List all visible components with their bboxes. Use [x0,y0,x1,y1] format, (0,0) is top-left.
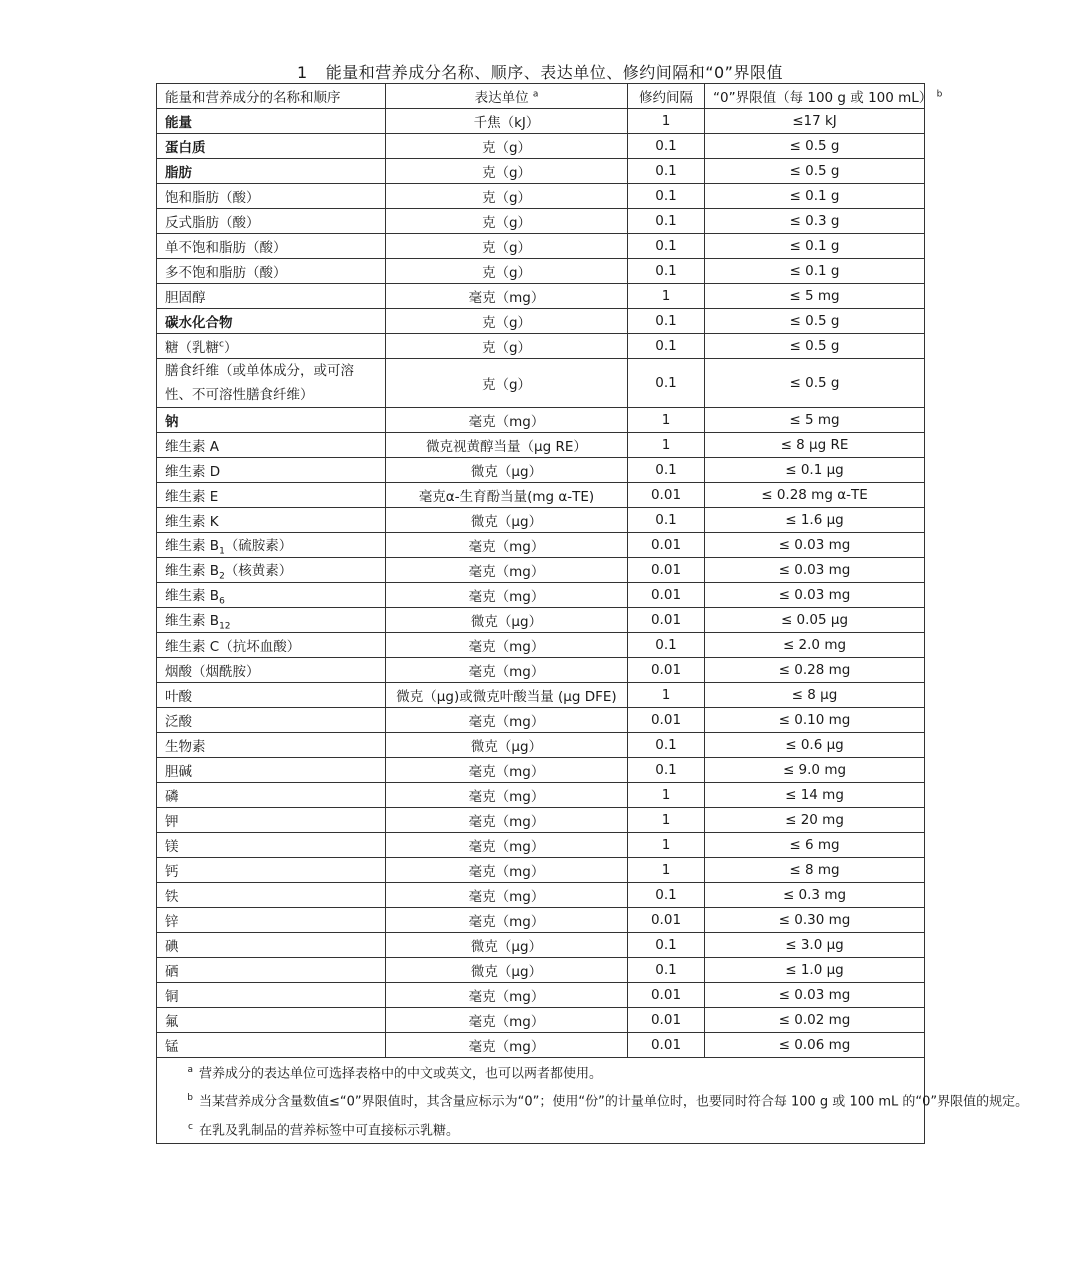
nutrient-limit: ≤ 0.1 g [705,184,925,209]
footnote-mark: a [187,1065,193,1075]
nutrient-limit: ≤ 8 μg [705,683,925,708]
nutrient-unit: 毫克（mg） [386,908,628,933]
nutrient-unit: 毫克α-生育酚当量(mg α-TE) [386,483,628,508]
nutrient-unit: 微克（μg） [386,933,628,958]
table-row [157,958,925,983]
nutrient-name: 烟酸（烟酰胺） [157,658,386,683]
table-title: 能量和营养成分名称、顺序、表达单位、修约间隔和“0”界限值 [325,63,783,82]
nutrient-unit: 毫克（mg） [386,284,628,309]
table-row [157,309,925,334]
nutrient-name: 维生素 $B_6$ [157,583,386,608]
nutrient-interval: 0.1 [628,508,705,533]
nutrient-interval: 0.01 [628,558,705,583]
nutrient-name: 维生素 K [157,508,386,533]
footnotes [157,1058,1029,1144]
table-header-row [157,84,925,109]
table-row [157,159,925,184]
nutrient-name: 磷 [157,783,386,808]
nutrient-interval: 1 [628,833,705,858]
nutrient-unit: 毫克（mg） [386,1008,628,1033]
nutrient-unit: 微克（μg） [386,508,628,533]
table-row [157,608,925,633]
nutrient-limit: ≤ 0.10 mg [705,708,925,733]
nutrient-unit: 克（g） [386,309,628,334]
table-row [157,683,925,708]
nutrient-unit: 微克（μg） [386,733,628,758]
table-row [157,808,925,833]
table-row [157,533,925,558]
nutrient-unit: 克（g） [386,209,628,234]
nutrient-interval: 0.01 [628,658,705,683]
table-row [157,633,925,658]
table-body [157,109,925,1058]
nutrient-limit: ≤ 0.5 g [705,134,925,159]
nutrient-unit: 毫克（mg） [386,808,628,833]
table-row [157,933,925,958]
nutrient-limit: ≤ 0.1 g [705,234,925,259]
nutrient-interval: 0.01 [628,483,705,508]
nutrient-name: 铁 [157,883,386,908]
nutrient-name: 钙 [157,858,386,883]
nutrient-limit: ≤ 1.6 μg [705,508,925,533]
nutrient-name: 氟 [157,1008,386,1033]
footnote-text: 当某营养成分含量数值≤“0”界限值时，其含量应标示为“0”；使用“份”的计量单位时，也要同时符合每 100 g 或 100 mL 的“0”界限值的规定。 [199,1094,1029,1110]
nutrient-limit: ≤ 0.6 μg [705,733,925,758]
nutrient-interval: 1 [628,683,705,708]
nutrient-unit: 克（g） [386,359,628,408]
nutrient-interval: 0.1 [628,309,705,334]
nutrient-limit: ≤ 0.30 mg [705,908,925,933]
nutrient-limit: ≤ 0.1 μg [705,458,925,483]
nutrient-limit: ≤ 0.1 g [705,259,925,284]
nutrient-limit: ≤ 5 mg [705,408,925,433]
nutrient-interval: 0.1 [628,883,705,908]
table-row [157,1008,925,1033]
nutrient-interval: 0.1 [628,159,705,184]
nutrient-unit: 毫克（mg） [386,658,628,683]
nutrient-name: 维生素 D [157,458,386,483]
table-row [157,858,925,883]
nutrient-interval: 0.1 [628,633,705,658]
nutrient-interval: 1 [628,858,705,883]
nutrient-limit: ≤ 8 μg RE [705,433,925,458]
header-limit: “0”界限值（每 100 g 或 100 mL） $^b$ [705,84,925,109]
table-row [157,708,925,733]
nutrient-name: 多不饱和脂肪（酸） [157,259,386,284]
nutrient-limit: ≤ 0.5 g [705,334,925,359]
table-row [157,658,925,683]
nutrient-interval: 0.1 [628,359,705,408]
nutrient-interval: 0.1 [628,958,705,983]
header-unit: 表达单位 $^a$ [386,84,628,109]
nutrient-limit: ≤ 0.03 mg [705,558,925,583]
nutrient-name: 维生素 $B_2$（核黄素） [157,558,386,583]
nutrient-name: 能量 [157,109,386,134]
header-name: 能量和营养成分的名称和顺序 [157,84,386,109]
nutrient-limit: ≤ 0.5 g [705,359,925,408]
nutrient-limit: ≤ 14 mg [705,783,925,808]
table-row [157,833,925,858]
nutrient-interval: 0.1 [628,259,705,284]
nutrient-interval: 0.01 [628,1033,705,1058]
nutrient-interval: 0.01 [628,608,705,633]
nutrient-limit: ≤ 0.5 g [705,309,925,334]
nutrient-name: 胆固醇 [157,284,386,309]
nutrient-unit: 克（g） [386,259,628,284]
nutrient-limit: ≤ 0.28 mg α-TE [705,483,925,508]
nutrient-limit: ≤ 0.03 mg [705,583,925,608]
nutrient-unit: 毫克（mg） [386,758,628,783]
nutrient-limit: ≤ 6 mg [705,833,925,858]
nutrient-limit: ≤ 2.0 mg [705,633,925,658]
table-row [157,433,925,458]
table-row [157,508,925,533]
nutrient-limit: ≤ 0.06 mg [705,1033,925,1058]
nutrient-unit: 毫克（mg） [386,1033,628,1058]
table-row [157,259,925,284]
nutrient-limit: ≤ 0.28 mg [705,658,925,683]
nutrient-name: 脂肪 [157,159,386,184]
nutrient-name: 维生素 $B_{12}$ [157,608,386,633]
notes-row [157,1058,925,1144]
nutrient-unit: 毫克（mg） [386,983,628,1008]
nutrient-name: 钠 [157,408,386,433]
nutrient-name: 维生素 C（抗坏血酸） [157,633,386,658]
nutrient-name: 碳水化合物 [157,309,386,334]
nutrient-unit: 毫克（mg） [386,633,628,658]
nutrient-interval: 1 [628,284,705,309]
nutrient-interval: 0.1 [628,334,705,359]
table-row [157,558,925,583]
nutrient-name: 糖（乳糖$^c$） [157,334,386,359]
nutrient-interval: 0.1 [628,733,705,758]
nutrient-table [156,83,1029,1144]
footnote-text: 营养成分的表达单位可选择表格中的中文或英文，也可以两者都使用。 [199,1066,603,1082]
nutrient-limit: ≤ 0.3 g [705,209,925,234]
nutrient-limit: ≤ 0.03 mg [705,533,925,558]
nutrient-unit: 微克（μg)或微克叶酸当量 (μg DFE) [386,683,628,708]
nutrient-unit: 微克（μg） [386,608,628,633]
table-row [157,983,925,1008]
nutrient-unit: 毫克（mg） [386,833,628,858]
nutrient-name: 胆碱 [157,758,386,783]
nutrient-name: 反式脂肪（酸） [157,209,386,234]
table-row [157,184,925,209]
nutrient-interval: 0.01 [628,583,705,608]
nutrient-unit: 微克视黄醇当量（μg RE） [386,433,628,458]
nutrient-interval: 0.1 [628,758,705,783]
nutrient-name: 锰 [157,1033,386,1058]
table-row [157,583,925,608]
nutrient-unit: 毫克（mg） [386,533,628,558]
nutrient-interval: 0.1 [628,234,705,259]
nutrient-unit: 毫克（mg） [386,583,628,608]
nutrient-unit: 毫克（mg） [386,708,628,733]
nutrient-unit: 克（g） [386,334,628,359]
header-limit-footnote-mark: b [936,89,943,100]
nutrient-interval: 0.1 [628,184,705,209]
nutrient-interval: 1 [628,433,705,458]
nutrient-interval: 1 [628,408,705,433]
table-row [157,483,925,508]
footnote-text: 在乳及乳制品的营养标签中可直接标示乳糖。 [199,1122,460,1138]
nutrient-name: 铜 [157,983,386,1008]
nutrient-limit: ≤ 0.03 mg [705,983,925,1008]
nutrient-name: 饱和脂肪（酸） [157,184,386,209]
nutrient-limit: ≤ 8 mg [705,858,925,883]
nutrient-unit: 克（g） [386,159,628,184]
nutrient-unit: 克（g） [386,184,628,209]
nutrient-name: 泛酸 [157,708,386,733]
nutrient-interval: 0.01 [628,708,705,733]
nutrient-unit: 克（g） [386,234,628,259]
footnote-mark: c [188,1121,193,1132]
footnote [165,1115,916,1143]
table-row [157,1033,925,1058]
table-row [157,234,925,259]
nutrient-name: 锌 [157,908,386,933]
nutrient-interval: 0.1 [628,458,705,483]
nutrient-limit: ≤ 5 mg [705,284,925,309]
nutrient-unit: 毫克（mg） [386,858,628,883]
nutrient-unit: 毫克（mg） [386,408,628,433]
nutrient-interval: 0.01 [628,983,705,1008]
nutrient-limit: ≤ 3.0 μg [705,933,925,958]
table-row [157,359,925,408]
table-row [157,908,925,933]
nutrient-name: 单不饱和脂肪（酸） [157,234,386,259]
nutrient-interval: 1 [628,808,705,833]
nutrient-limit: ≤17 kJ [705,109,925,134]
nutrient-limit: ≤ 9.0 mg [705,758,925,783]
nutrient-limit: ≤ 20 mg [705,808,925,833]
nutrient-interval: 0.1 [628,134,705,159]
nutrient-interval: 0.1 [628,933,705,958]
nutrient-name: 维生素 E [157,483,386,508]
nutrient-limit: ≤ 0.05 μg [705,608,925,633]
nutrient-name: 膳食纤维（或单体成分，或可溶性、不可溶性膳食纤维） [157,359,386,408]
footnote-mark: b [187,1093,193,1104]
nutrient-unit: 微克（μg） [386,958,628,983]
footnote [165,1086,1029,1114]
nutrient-name: 生物素 [157,733,386,758]
table-row [157,134,925,159]
nutrient-limit: ≤ 1.0 μg [705,958,925,983]
table-caption [0,60,1080,83]
table-row [157,209,925,234]
nutrient-unit: 毫克（mg） [386,883,628,908]
nutrient-name: 碘 [157,933,386,958]
nutrient-limit: ≤ 0.02 mg [705,1008,925,1033]
table-row [157,458,925,483]
nutrient-name: 硒 [157,958,386,983]
nutrient-name: 维生素 $B_1$（硫胺素） [157,533,386,558]
nutrient-name: 维生素 A [157,433,386,458]
nutrient-unit: 微克（μg） [386,458,628,483]
nutrient-name: 蛋白质 [157,134,386,159]
table-row [157,284,925,309]
header-interval: 修约间隔 [628,84,705,109]
nutrient-unit: 克（g） [386,134,628,159]
footnote [165,1058,916,1086]
nutrient-name: 镁 [157,833,386,858]
nutrient-interval: 0.1 [628,209,705,234]
nutrient-interval: 1 [628,783,705,808]
nutrient-interval: 0.01 [628,1008,705,1033]
table-row [157,758,925,783]
table-row [157,783,925,808]
table-row [157,883,925,908]
table-row [157,408,925,433]
nutrient-unit: 毫克（mg） [386,558,628,583]
nutrient-unit: 毫克（mg） [386,783,628,808]
nutrient-unit: 千焦（kJ） [386,109,628,134]
nutrient-limit: ≤ 0.5 g [705,159,925,184]
nutrient-name: 钾 [157,808,386,833]
table-row [157,109,925,134]
table-row [157,334,925,359]
table-row [157,733,925,758]
nutrient-interval: 1 [628,109,705,134]
nutrient-name: 叶酸 [157,683,386,708]
nutrient-interval: 0.01 [628,533,705,558]
header-unit-footnote-mark: a [532,89,539,100]
table-number: 1 [297,63,308,82]
nutrient-limit: ≤ 0.3 mg [705,883,925,908]
nutrient-interval: 0.01 [628,908,705,933]
